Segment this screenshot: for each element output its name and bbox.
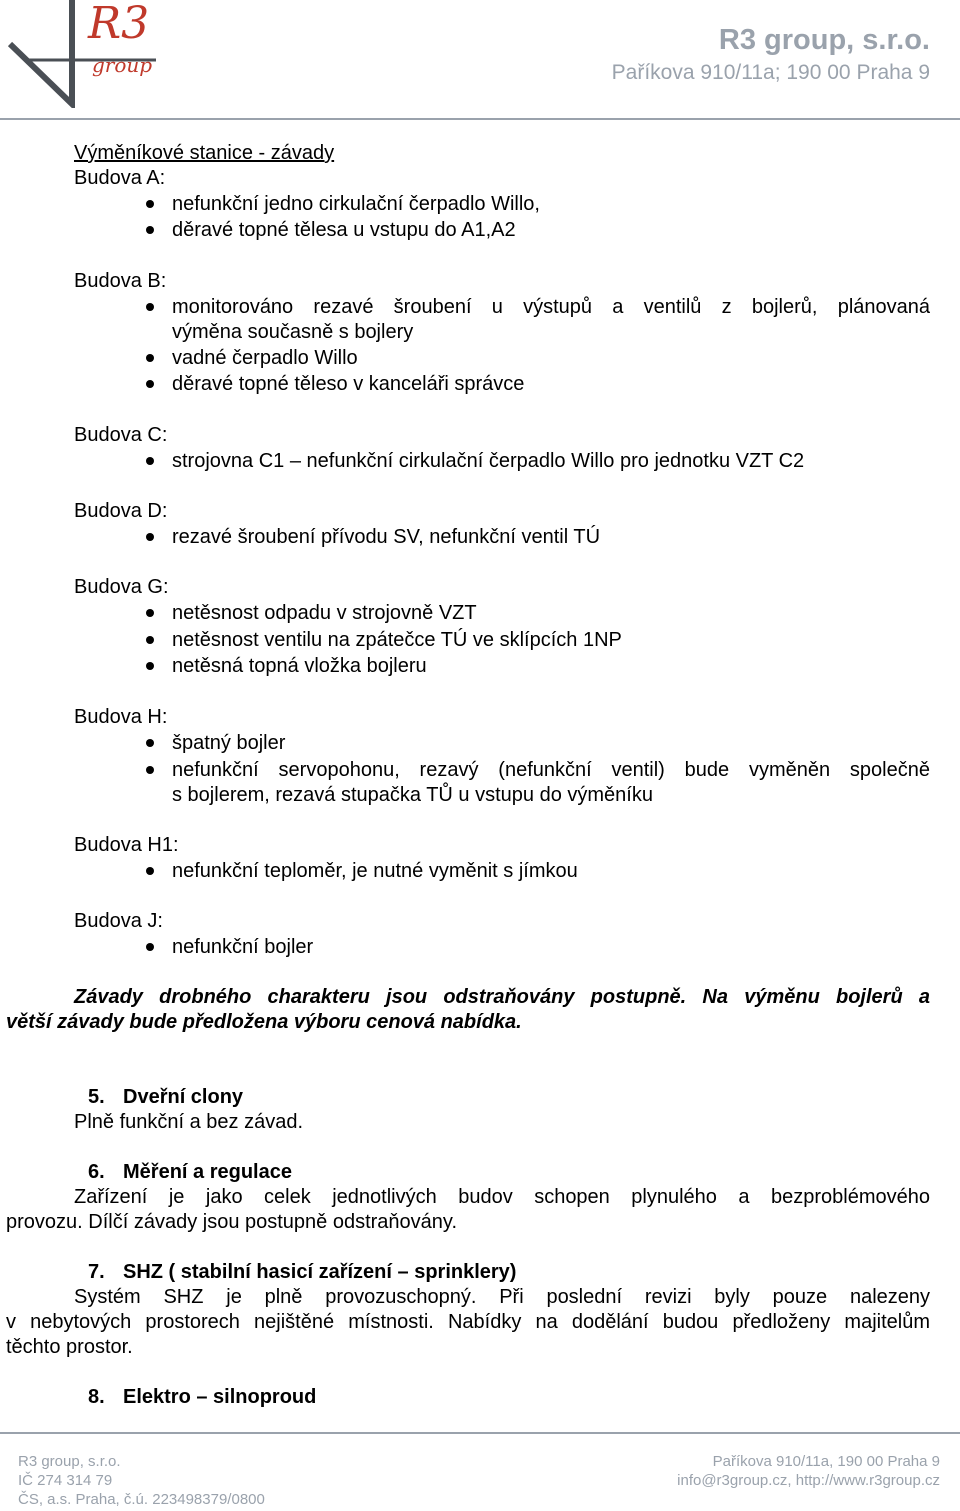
footer-left (18, 1452, 265, 1509)
list-item: netěsná topná vložka bojleru (172, 655, 427, 677)
list-item: nefunkční bojler (172, 936, 314, 958)
logo-r3-text: R3 (88, 0, 150, 49)
building-j-label: Budova J: (74, 910, 163, 932)
bullet-icon (146, 354, 154, 362)
building-g-label: Budova G: (74, 576, 169, 598)
list-item: děravé topné tělesa u vstupu do A1,A2 (172, 219, 516, 241)
footer-address: Paříkova 910/11a, 190 00 Praha 9 (712, 1453, 940, 1470)
bullet-icon (146, 533, 154, 541)
list-item: nefunkční jedno cirkulační čerpadlo Willo, (172, 193, 540, 215)
section-5-title: Dveřní clony (123, 1086, 244, 1108)
building-b-label: Budova B: (74, 270, 167, 292)
list-item: netěsnost ventilu na zpátečce TÚ ve sklípcích 1NP (172, 629, 622, 651)
footer-bank: ČS, a.s. Praha, č.ú. 223498379/0800 (18, 1491, 265, 1508)
building-d-label: Budova D: (74, 500, 168, 522)
list-item-continuation: s bojlerem, rezavá stupačka TŮ u vstupu do výměníku (172, 784, 653, 806)
section-7-title: SHZ ( stabilní hasicí zařízení – sprinklery) (123, 1261, 517, 1283)
footer-company: R3 group, s.r.o. (18, 1453, 121, 1470)
section-6-number: 6. (88, 1161, 105, 1183)
section-7-text: Systém SHZ je plně provozuschopný. Při poslední revizi byly pouze nalezeny (74, 1286, 930, 1308)
bullet-icon (146, 943, 154, 951)
footer-right (677, 1452, 940, 1490)
list-item: strojovna C1 – nefunkční cirkulační čerpadlo Willo pro jednotku VZT C2 (172, 450, 805, 472)
bullet-icon (146, 200, 154, 208)
building-h-label: Budova H: (74, 706, 168, 728)
bullet-icon (146, 226, 154, 234)
list-item: monitorováno rezavé šroubení u výstupů a ventilů z bojlerů, plánovaná (172, 296, 930, 318)
company-address: Paříkova 910/11a; 190 00 Praha 9 (611, 61, 930, 84)
list-item: nefunkční teploměr, je nutné vyměnit s jímkou (172, 860, 578, 882)
r3-group-logo (6, 0, 156, 108)
bullet-icon (146, 636, 154, 644)
section-7-text: těchto prostor. (6, 1336, 133, 1358)
footer-divider (0, 1432, 960, 1434)
section-5-text: Plně funkční a bez závad. (74, 1111, 304, 1133)
bullet-icon (146, 457, 154, 465)
logo-group-text: group (92, 53, 153, 77)
building-h1-label: Budova H1: (74, 834, 179, 856)
list-item: děravé topné těleso v kanceláři správce (172, 373, 525, 395)
company-header (612, 22, 930, 86)
bullet-icon (146, 380, 154, 388)
header-divider (0, 118, 960, 120)
section-8-title: Elektro – silnoproud (123, 1386, 317, 1408)
company-name: R3 group, s.r.o. (718, 24, 930, 56)
bullet-icon (146, 303, 154, 311)
building-a-label: Budova A: (74, 167, 166, 189)
note-line-2: větší závady bude předložena výboru cenová nabídka. (6, 1011, 522, 1033)
list-item: špatný bojler (172, 732, 286, 754)
bullet-icon (146, 766, 154, 774)
footer-contact: info@r3group.cz, http://www.r3group.cz (677, 1472, 940, 1489)
list-item: nefunkční servopohonu, rezavý (nefunkční ventil) bude vyměněn společně (172, 759, 930, 781)
list-item: vadné čerpadlo Willo (172, 347, 358, 369)
section-6-title: Měření a regulace (123, 1161, 292, 1183)
building-c-label: Budova C: (74, 424, 168, 446)
bullet-icon (146, 739, 154, 747)
list-item: netěsnost odpadu v strojovně VZT (172, 602, 477, 624)
section-8-number: 8. (88, 1386, 105, 1408)
section-title: Výměníkové stanice - závady (74, 142, 335, 164)
bullet-icon (146, 662, 154, 670)
footer-ico: IČ 274 314 79 (18, 1472, 113, 1489)
list-item: rezavé šroubení přívodu SV, nefunkční ventil TÚ (172, 526, 601, 548)
bullet-icon (146, 867, 154, 875)
section-6-text: provozu. Dílčí závady jsou postupně odstraňovány. (6, 1211, 457, 1233)
section-5-number: 5. (88, 1086, 105, 1108)
note-line-1: Závady drobného charakteru jsou odstraňovány postupně. Na výměnu bojlerů a (74, 986, 930, 1008)
section-7-text: v nebytových prostorech nejištěné místnosti. Nabídky na dodělání budou předloženy majitelům (6, 1311, 930, 1333)
section-7-number: 7. (88, 1261, 105, 1283)
list-item-continuation: výměna současně s bojlery (172, 321, 414, 343)
bullet-icon (146, 609, 154, 617)
section-6-text: Zařízení je jako celek jednotlivých budov schopen plynulého a bezproblémového (74, 1186, 930, 1208)
